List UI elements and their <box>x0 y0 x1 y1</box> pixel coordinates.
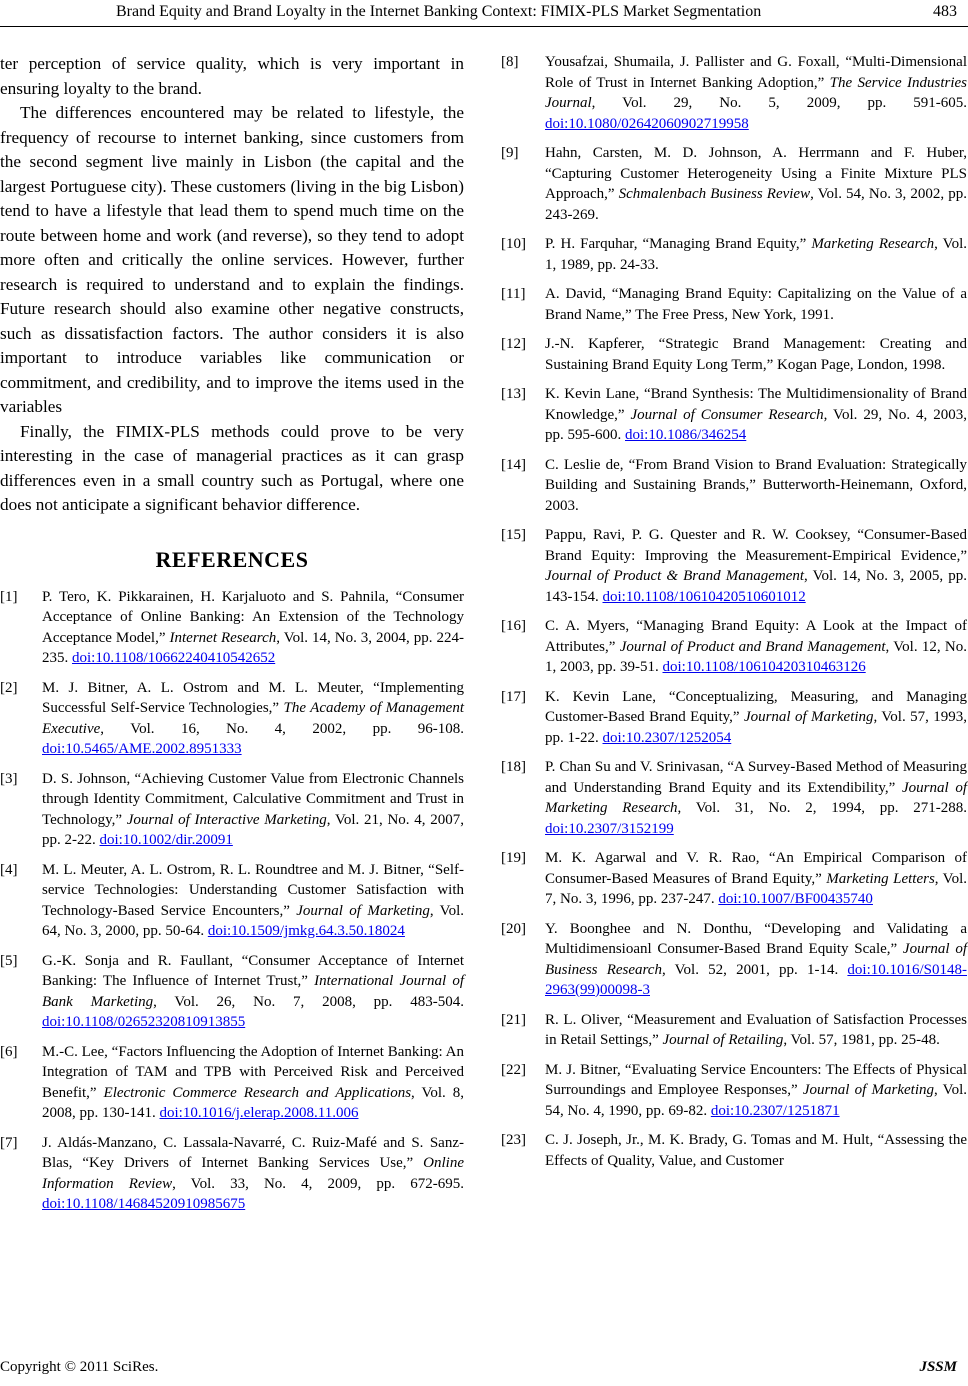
reference-citation: J.-N. Kapferer, “Strategic Brand Management: Creating and Sustaining Brand Equity Long Term,” Kogan Page, London, 1998. <box>545 336 967 373</box>
reference-citation: D. S. Johnson, “Achieving Customer Value from Electronic Channels through Identity Commitment, Calculative Commitment and Trust in Technology,” <box>42 770 464 828</box>
reference-details: , Vol. 57, 1981, pp. 25-48. <box>783 1032 940 1048</box>
doi-link[interactable]: doi:10.1002/dir.20091 <box>99 832 233 848</box>
doi-link[interactable]: doi:10.1108/10610420510601012 <box>602 588 806 605</box>
reference-entry <box>501 616 967 678</box>
header-rule <box>0 26 968 27</box>
reference-number: [18] <box>501 759 526 775</box>
reference-citation: M. J. Bitner, A. L. Ostrom and M. L. Meuter, “Implementing Successful Self-Service Technologies,” <box>42 679 464 716</box>
page-number: 483 <box>933 3 957 20</box>
doi-link[interactable]: doi:10.1108/10610420310463126 <box>662 659 866 675</box>
doi-link[interactable]: doi:10.2307/1252054 <box>602 729 732 746</box>
body-text <box>0 52 464 518</box>
reference-text <box>545 1130 967 1171</box>
reference-text <box>545 52 967 134</box>
doi-link[interactable]: doi:10.1007/BF00435740 <box>718 891 873 907</box>
reference-number: [10] <box>501 236 526 252</box>
reference-text <box>42 860 464 942</box>
body-paragraph: The differences encountered may be related to lifestyle, the frequency of recourse to internet banking, since customers from the second segment live mainly in Lisbon (the capital and the largest Portuguese city). These customers (living in the big Lisbon) tend to have a lifestyle that lead them to spend much time on the route between home and work (and reverse), so they tend to adopt more often and critically the online services. However, further research is required to understand and to explain the findings. Future research should also examine other negative constructs, such as dissatisfaction factors. The author considers it is also important to introduce variables like communication or commitment, and credibility, and to improve the items used in the variables <box>0 103 464 416</box>
reference-entry <box>0 951 464 1033</box>
reference-number: [1] <box>0 588 18 605</box>
reference-citation: M. J. Bitner, “Evaluating Service Encounters: The Effects of Physical Surroundings and Employee Responses,” <box>545 1061 967 1098</box>
reference-text <box>545 1010 967 1051</box>
reference-number: [16] <box>501 618 526 634</box>
reference-journal: Journal of Interactive Marketing <box>126 811 327 828</box>
reference-text <box>42 1042 464 1124</box>
reference-citation: M.-C. Lee, “Factors Influencing the Adoption of Internet Banking: An Integration of TAM and TPB with Perceived Risk and Perceived Benefit,” <box>42 1043 464 1101</box>
reference-journal: Schmalenbach Business Review <box>618 186 811 202</box>
doi-link[interactable]: doi:10.1509/jmkg.64.3.50.18024 <box>207 923 405 939</box>
doi-link[interactable]: doi:10.2307/3152199 <box>545 820 674 837</box>
reference-number: [7] <box>0 1134 18 1151</box>
reference-details: , Vol. 31, No. 2, 1994, pp. 271-288. <box>677 800 967 816</box>
reference-details: , Vol. 14, No. 3, 2004, pp. 224-235. <box>42 629 464 666</box>
reference-citation: C. A. Myers, “Managing Brand Equity: A Look at the Impact of Attributes,” <box>545 618 967 655</box>
reference-number: [22] <box>501 1061 526 1078</box>
reference-citation: G.-K. Sonja and R. Faullant, “Consumer Acceptance of Internet Banking: The Influence of Internet Trust,” <box>42 952 464 989</box>
reference-entry <box>0 769 464 851</box>
reference-journal: Internet Research <box>169 629 277 646</box>
reference-entry <box>501 1060 967 1122</box>
reference-citation: P. Tero, K. Pikkarainen, H. Karjaluoto and S. Pahnila, “Consumer Acceptance of Online Banking: An Extension of the Technology Acceptance Model,” <box>42 588 464 646</box>
reference-text <box>545 919 967 1001</box>
reference-journal: Journal of Product & Brand Management <box>545 568 805 584</box>
reference-entry <box>501 143 967 225</box>
doi-link[interactable]: doi:10.2307/1251871 <box>710 1102 840 1119</box>
reference-number: [13] <box>501 386 526 402</box>
reference-details: , Vol. 64, No. 3, 2000, pp. 50-64. <box>42 902 464 939</box>
doi-link[interactable]: doi:10.1086/346254 <box>625 427 747 443</box>
reference-entry <box>501 284 967 325</box>
reference-text <box>42 1133 464 1215</box>
reference-text <box>545 1060 967 1122</box>
reference-citation: C. J. Joseph, Jr., M. K. Brady, G. Tomas and M. Hult, “Assessing the Effects of Quality, Value, and Customer <box>545 1132 967 1169</box>
reference-number: [5] <box>0 952 18 969</box>
reference-list-left <box>0 587 464 1215</box>
reference-journal: The Service Industries Journal <box>545 74 968 111</box>
reference-number: [19] <box>501 850 526 866</box>
reference-journal: Journal of Marketing <box>743 709 874 725</box>
left-column <box>0 52 464 1224</box>
reference-entry <box>501 1010 967 1051</box>
reference-entry <box>0 860 464 942</box>
reference-text <box>545 143 967 225</box>
reference-details: , Vol. 29, No. 4, 2003, pp. 595-600. <box>545 406 967 443</box>
reference-number: [12] <box>501 336 526 352</box>
reference-number: [14] <box>501 456 526 473</box>
reference-citation: P. Chan Su and V. Srinivasan, “A Survey-Based Method of Measuring and Understanding Brand Equity and its Extendibility,” <box>545 759 967 796</box>
copyright-notice: Copyright © 2011 SciRes. <box>0 1359 159 1375</box>
reference-text <box>545 848 967 910</box>
reference-entry <box>501 525 967 607</box>
doi-link[interactable]: doi:10.1108/14684520910985675 <box>42 1196 246 1212</box>
body-paragraph: ter perception of service quality, which is very important in ensuring loyalty to the brand. <box>0 54 464 98</box>
reference-citation: C. Leslie de, “From Brand Vision to Brand Evaluation: Strategically Building and Sustaining Brands,” Butterworth-Heinemann, Oxford, 2003. <box>545 456 967 514</box>
reference-details: , Vol. 21, No. 4, 2007, pp. 2-22. <box>42 811 464 848</box>
reference-journal: Journal of Marketing <box>802 1082 935 1098</box>
doi-link[interactable]: doi:10.1108/02652320810913855 <box>42 1014 246 1030</box>
reference-number: [2] <box>0 679 18 696</box>
reference-number: [20] <box>501 920 526 937</box>
reference-text <box>545 284 967 325</box>
reference-details: , Vol. 1, 1989, pp. 24-33. <box>545 236 967 273</box>
reference-details: , Vol. 57, 1993, pp. 1-22. <box>545 709 967 746</box>
doi-link[interactable]: doi:10.5465/AME.2002.8951333 <box>42 741 242 757</box>
reference-journal: The Academy of Management Executive <box>42 700 464 737</box>
reference-citation: P. H. Farquhar, “Managing Brand Equity,” <box>545 236 812 252</box>
reference-journal: Marketing Letters <box>826 870 935 887</box>
reference-entry <box>501 334 967 375</box>
reference-details: , Vol. 14, No. 3, 2005, pp. 143-154. <box>545 568 967 605</box>
reference-journal: Online Information Review <box>42 1155 464 1192</box>
reference-details: , Vol. 33, No. 4, 2009, pp. 672-695. <box>172 1175 464 1192</box>
reference-text <box>42 678 464 760</box>
reference-number: [23] <box>501 1132 526 1148</box>
reference-number: [9] <box>501 145 519 161</box>
reference-text <box>545 234 967 275</box>
reference-citation: Yousafzai, Shumaila, J. Pallister and G. Foxall, “Multi-Dimensional Role of Trust in Internet Banking Adoption,” <box>545 54 967 91</box>
reference-number: [6] <box>0 1043 18 1060</box>
right-column <box>501 52 967 1180</box>
reference-details: , Vol. 52, 2001, pp. 1-14. <box>661 961 848 978</box>
reference-details: , Vol. 54, No. 3, 2002, pp. 243-269. <box>545 186 967 223</box>
reference-journal: Journal of Retailing <box>662 1032 784 1048</box>
reference-text <box>42 769 464 851</box>
reference-citation: K. Kevin Lane, “Brand Synthesis: The Multidimensionality of Brand Knowledge,” <box>545 386 967 423</box>
reference-citation: M. K. Agarwal and V. R. Rao, “An Empirical Comparison of Consumer-Based Measures of Brand Equity,” <box>545 850 967 887</box>
reference-entry <box>501 1130 967 1171</box>
doi-link[interactable]: doi:10.1016/j.elerap.2008.11.006 <box>159 1105 359 1121</box>
reference-citation: Y. Boonghee and N. Donthu, “Developing and Validating a Multidimensioanl Consumer-Based Brand Equity Scale,” <box>545 920 967 957</box>
reference-journal: Journal of Consumer Research <box>630 406 824 423</box>
reference-entry <box>501 757 967 839</box>
body-paragraph: Finally, the FIMIX-PLS methods could prove to be very interesting in the case of managerial practices as it can grasp differences even in a small country such as Portugal, where one does not anticipate a significant behavior difference. <box>0 421 464 514</box>
reference-number: [17] <box>501 688 526 705</box>
reference-journal: Journal of Business Research <box>545 941 967 978</box>
reference-number: [3] <box>0 770 18 787</box>
reference-citation: R. L. Oliver, “Measurement and Evaluation of Satisfaction Processes in Retail Settings,” <box>545 1011 967 1048</box>
reference-journal: International Journal of Bank Marketing <box>42 973 464 1010</box>
reference-citation: A. David, “Managing Brand Equity: Capitalizing on the Value of a Brand Name,” The Free Press, New York, 1991. <box>545 286 967 323</box>
reference-number: [4] <box>0 861 18 878</box>
reference-details: , Vol. 26, No. 7, 2008, pp. 483-504. <box>153 993 464 1010</box>
reference-entry <box>501 687 967 749</box>
reference-journal: Electronic Commerce Research and Applications <box>103 1084 412 1101</box>
reference-citation: J. Aldás-Manzano, C. Lassala-Navarré, C. Ruiz-Mafé and S. Sanz-Blas, “Key Drivers of Internet Banking Services Use,” <box>42 1134 464 1171</box>
reference-number: [15] <box>501 527 526 543</box>
reference-text <box>545 687 967 749</box>
reference-entry <box>501 848 967 910</box>
reference-text <box>545 616 967 678</box>
references-heading: REFERENCES <box>155 546 309 572</box>
reference-journal: Marketing Research <box>811 236 935 252</box>
reference-details: , Vol. 8, 2008, pp. 130-141. <box>42 1084 465 1121</box>
reference-entry <box>501 919 967 1001</box>
doi-link[interactable]: doi:10.1080/02642060902719958 <box>545 115 749 132</box>
reference-entry <box>501 455 967 517</box>
reference-text <box>545 334 967 375</box>
reference-details: , Vol. 12, No. 1, 2003, pp. 39-51. <box>545 638 967 675</box>
journal-abbreviation: JSSM <box>919 1359 957 1375</box>
reference-entry <box>501 52 967 134</box>
doi-link[interactable]: doi:10.1108/10662240410542652 <box>72 650 276 666</box>
reference-entry <box>501 234 967 275</box>
reference-details: , Vol. 16, No. 4, 2002, pp. 96-108. <box>100 720 464 737</box>
reference-number: [11] <box>501 286 526 302</box>
reference-entry <box>0 678 464 760</box>
reference-number: [8] <box>501 54 519 70</box>
reference-journal: Journal of Marketing Research <box>545 779 967 816</box>
reference-entry <box>0 1133 464 1215</box>
reference-text <box>545 757 967 839</box>
reference-citation: M. L. Meuter, A. L. Ostrom, R. L. Roundtree and M. J. Bitner, “Self-service Technologies: Understanding Customer Satisfaction with Technology-Based Service Encounters,” <box>42 861 464 919</box>
reference-citation: Hahn, Carsten, M. D. Johnson, A. Herrmann and F. Huber, “Capturing Customer Heterogeneity Using a Finite Mixture PLS Approach,” <box>545 145 967 202</box>
page-footer <box>0 1359 968 1379</box>
reference-citation: K. Kevin Lane, “Conceptualizing, Measuring, and Managing Customer-Based Brand Equity,” <box>545 688 967 725</box>
doi-link[interactable]: doi:10.1016/S0148-2963(99)00098-3 <box>545 961 967 998</box>
reference-text <box>42 951 464 1033</box>
reference-number: [21] <box>501 1011 526 1028</box>
reference-details: , Vol. 29, No. 5, 2009, pp. 591-605. <box>591 95 967 111</box>
reference-citation: Pappu, Ravi, P. G. Quester and R. W. Cooksey, “Consumer-Based Brand Equity: Improving the Measurement-Empirical Evidence,” <box>545 527 967 564</box>
reference-entry <box>0 587 464 669</box>
reference-entry <box>0 1042 464 1124</box>
reference-text <box>545 384 967 446</box>
reference-details: , Vol. 7, No. 3, 1996, pp. 237-247. <box>545 870 967 907</box>
reference-text <box>545 455 967 517</box>
reference-text <box>42 587 464 669</box>
running-title: Brand Equity and Brand Loyalty in the Internet Banking Context: FIMIX-PLS Market Segmentation <box>116 3 762 20</box>
reference-journal: Journal of Product and Brand Management <box>619 638 886 655</box>
reference-entry <box>501 384 967 446</box>
running-header <box>0 2 968 22</box>
reference-list-right <box>501 52 967 1171</box>
reference-text <box>545 525 967 607</box>
reference-details: , Vol. 54, No. 4, 1990, pp. 69-82. <box>545 1082 967 1119</box>
reference-journal: Journal of Marketing <box>296 902 430 919</box>
